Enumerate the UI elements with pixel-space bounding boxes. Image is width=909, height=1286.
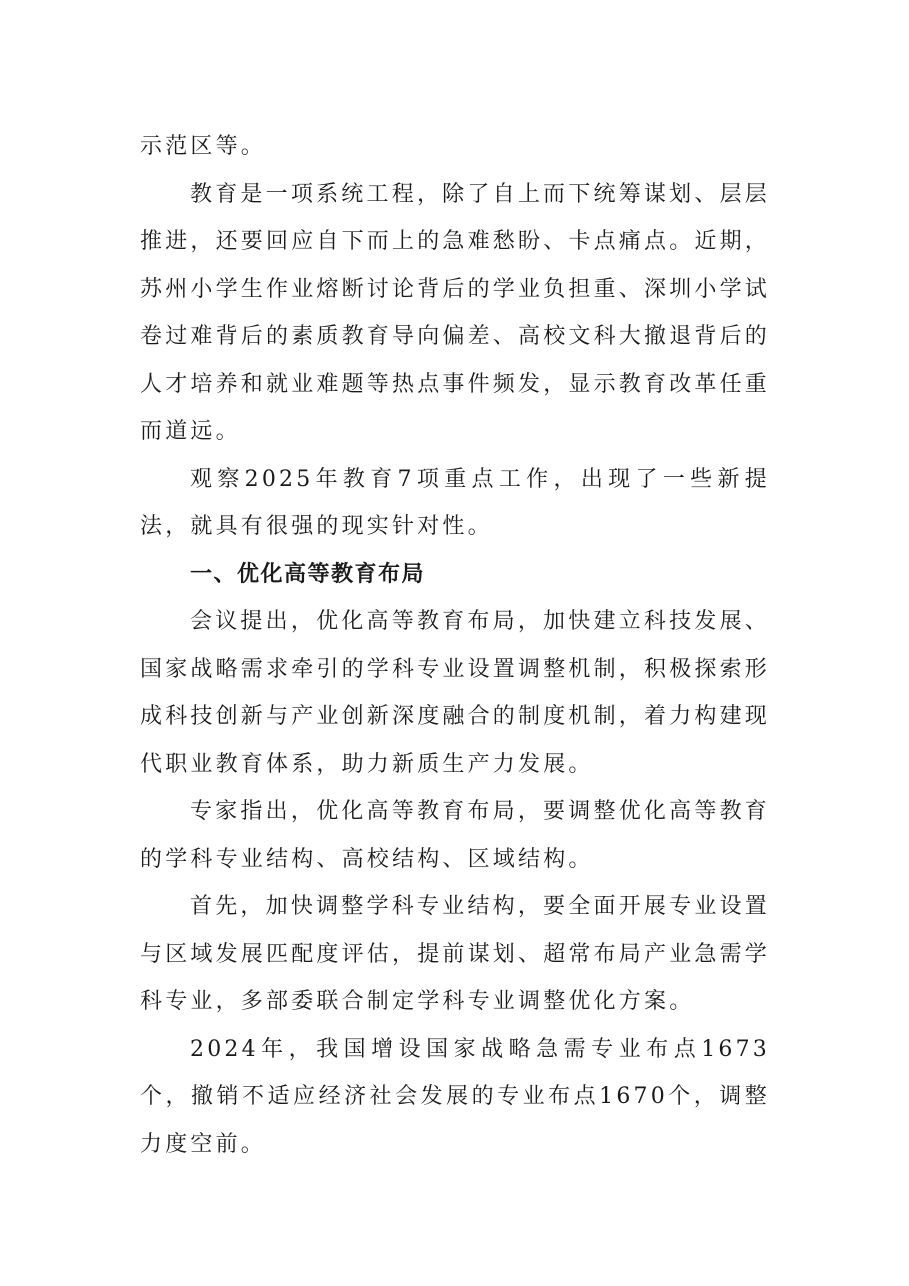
paragraph: 首先，加快调整学科专业结构，要全面开展专业设置与区域发展匹配度评估，提前谋划、超常布局产业急需学科专业，多部委联合制定学科专业调整优化方案。 — [140, 894, 771, 1014]
paragraph: 教育是一项系统工程，除了自上而下统筹谋划、层层推进，还要回应自下而上的急难愁盼、卡点痛点。近期，苏州小学生作业熔断讨论背后的学业负担重、深圳小学试卷过难背后的素质教育导向偏差、高校文科大撤退背后的人才培养和就业难题等热点事件频发，显示教育改革任重而道远。 — [140, 181, 771, 444]
paragraph: 2024年，我国增设国家战略急需专业布点1673个，撤销不适应经济社会发展的专业布点1670个，调整力度空前。 — [140, 1036, 770, 1157]
document-body — [140, 123, 770, 1168]
paragraph: 专家指出，优化高等教育布局，要调整优化高等教育的学科专业结构、高校结构、区域结构。 — [140, 799, 770, 872]
paragraph: 观察2025年教育7项重点工作，出现了一些新提法，就具有很强的现实针对性。 — [140, 466, 770, 539]
paragraph: 会议提出，优化高等教育布局，加快建立科技发展、国家战略需求牵引的学科专业设置调整机制，积极探索形成科技创新与产业创新深度融合的制度机制，着力构建现代职业教育体系，助力新质生产力发展。 — [140, 609, 771, 777]
section-heading: 一、优化高等教育布局 — [190, 561, 426, 587]
paragraph-continuation: 示范区等。 — [140, 134, 267, 159]
